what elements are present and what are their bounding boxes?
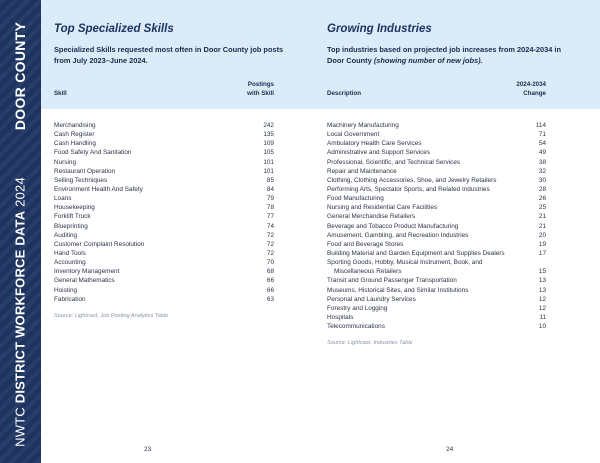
row-label <box>327 240 403 249</box>
row-label-text: Food Manufacturing <box>327 195 384 203</box>
row-value: 114 <box>535 122 546 129</box>
footer-year: 2024 <box>12 177 28 207</box>
row-value: 13 <box>538 286 546 294</box>
row-label-text: Building Material and Garden Equipment and Supplies Dealers <box>327 249 505 257</box>
table-row <box>54 295 274 304</box>
skills-column-header: Skill <box>54 90 67 97</box>
row-label <box>54 240 144 249</box>
table-row <box>327 304 546 313</box>
row-label-text: Forklift Truck <box>54 213 91 221</box>
row-label-text: Auditing <box>54 231 78 239</box>
row-label-text: Beverage and Tobacco Product Manufacturing <box>327 222 459 230</box>
row-value: 105 <box>263 149 274 157</box>
row-label <box>54 231 77 240</box>
row-label-text: Telecommunications <box>327 323 385 331</box>
row-label-text: Food Safety And Sanitation <box>54 149 132 157</box>
footer-prefix: NWTC <box>12 407 28 447</box>
table-row <box>327 148 546 157</box>
row-value: 71 <box>538 131 546 139</box>
table-row <box>54 249 274 258</box>
row-label-text: Food and Beverage Stores <box>327 240 404 248</box>
row-label-text: Cash Register <box>54 131 95 139</box>
industries-title: Growing Industries <box>327 23 432 35</box>
row-label <box>54 258 86 267</box>
row-value: 15 <box>538 268 546 276</box>
table-row <box>54 258 274 267</box>
table-row <box>54 185 274 194</box>
industries-subtitle-main: Top industries based on projected job increases from 2024-2034 in Door County <box>327 45 561 65</box>
publication-footer <box>13 177 28 447</box>
row-label <box>54 185 143 194</box>
row-label <box>54 222 88 231</box>
table-row <box>327 158 546 167</box>
row-value: 77 <box>266 213 274 221</box>
row-label <box>54 267 119 276</box>
row-label-text: Merchandising <box>54 122 96 129</box>
row-value: 12 <box>538 304 546 312</box>
page-number-right: 24 <box>446 446 454 453</box>
row-label <box>327 212 415 221</box>
table-row <box>327 295 546 304</box>
table-row <box>54 158 274 167</box>
row-value: 20 <box>538 231 546 239</box>
row-label-text: Fabrication <box>54 295 86 303</box>
table-row <box>327 322 546 331</box>
row-label-text: Blueprinting <box>54 222 88 230</box>
row-label <box>54 249 86 258</box>
table-row <box>327 231 546 240</box>
row-label-text: Professional, Scientific, and Technical Services <box>327 158 461 166</box>
row-label-text: Machinery Manufacturing <box>327 122 399 129</box>
industries-table <box>327 121 546 346</box>
skills-subtitle: Specialized Skills requested most often in Door County job posts from July 2023–June 2024. <box>54 45 284 65</box>
industries-subtitle <box>327 44 567 66</box>
row-label <box>54 212 91 221</box>
row-label-text: Environment Health And Safety <box>54 185 143 193</box>
row-label-text: Museums, Historical Sites, and Similar Institutions <box>327 286 469 294</box>
row-label <box>54 276 115 285</box>
row-label <box>327 203 437 212</box>
row-label-text: Accounting <box>54 259 86 267</box>
table-row <box>54 222 274 231</box>
row-label <box>327 258 482 276</box>
table-row <box>327 203 546 212</box>
table-row <box>54 167 274 176</box>
row-value: 79 <box>266 195 274 203</box>
row-label <box>327 121 399 130</box>
row-value: 84 <box>266 185 274 193</box>
row-value: 32 <box>538 167 546 175</box>
row-label-text: General Mathematics <box>54 277 115 285</box>
row-value: 66 <box>266 286 274 294</box>
row-label <box>327 304 387 313</box>
change-header-line2: Change <box>523 89 546 97</box>
row-label-text: Hospitals <box>327 313 354 321</box>
row-value: 63 <box>266 295 274 303</box>
table-row <box>54 276 274 285</box>
county-label: DOOR COUNTY <box>12 21 28 131</box>
footer-bold: DISTRICT WORKFORCE DATA <box>12 210 28 404</box>
row-label <box>327 194 384 203</box>
row-label-text: Administrative and Support Services <box>327 149 431 157</box>
table-row <box>54 286 274 295</box>
table-row <box>54 148 274 157</box>
row-label <box>54 167 115 176</box>
row-label <box>327 176 496 185</box>
row-value: 17 <box>538 249 546 257</box>
row-label-text: Customer Complaint Resolution <box>54 240 145 248</box>
industries-column-header: Description <box>327 90 362 97</box>
row-label-text: Sporting Goods, Hobby, Musical Instrument, Book, and <box>327 259 483 267</box>
row-label-text: Local Government <box>327 131 380 139</box>
row-label <box>327 322 385 331</box>
table-row <box>327 121 546 130</box>
row-value: 30 <box>538 176 546 184</box>
row-label-text: General Merchandise Retailers <box>327 213 416 221</box>
row-label-text: Forestry and Logging <box>327 304 388 312</box>
row-label-text: Loans <box>54 195 72 203</box>
row-label-text: Nursing and Residential Care Facilities <box>327 204 438 212</box>
table-row <box>327 212 546 221</box>
table-row <box>327 249 546 258</box>
row-label <box>54 139 96 148</box>
row-value: 19 <box>538 240 546 248</box>
row-value: 11 <box>539 313 546 321</box>
row-label-text: Housekeeping <box>54 204 95 212</box>
row-label <box>54 121 96 130</box>
row-label <box>327 295 416 304</box>
source-note: Source: Lightcast, Industries Table <box>327 340 413 347</box>
row-label <box>54 176 107 185</box>
postings-header-line1: Postings <box>247 81 274 88</box>
row-label <box>327 286 468 295</box>
row-value: 49 <box>538 149 546 157</box>
table-row <box>327 139 546 148</box>
table-row <box>54 121 274 130</box>
postings-header-line2: with Skill <box>247 89 274 97</box>
skills-title: Top Specialized Skills <box>54 23 174 35</box>
source-note: Source: Lightcast, Job Posting Analytics Table <box>54 312 169 319</box>
row-label-text: Hoisting <box>54 286 78 294</box>
table-row <box>327 167 546 176</box>
table-row <box>327 258 546 276</box>
row-label <box>327 167 397 176</box>
row-label <box>327 222 458 231</box>
row-label-text: Ambulatory Health Care Services <box>327 140 422 148</box>
row-label <box>54 158 76 167</box>
row-label <box>327 249 505 258</box>
table-row <box>327 222 546 231</box>
table-row <box>54 231 274 240</box>
row-label-text: Personal and Laundry Services <box>327 295 416 303</box>
change-header-line1: 2024-2034 <box>516 81 546 88</box>
table-row <box>54 130 274 139</box>
row-value: 74 <box>266 222 274 230</box>
row-value: 10 <box>538 323 546 331</box>
row-label-text: Clothing, Clothing Accessories, Shoe, and Jewelry Retailers <box>327 176 497 184</box>
sidebar <box>0 0 41 463</box>
row-value: 72 <box>266 249 274 257</box>
change-column-header <box>516 81 546 98</box>
row-value: 26 <box>538 195 546 203</box>
row-label <box>327 231 468 240</box>
row-value: 72 <box>266 231 274 239</box>
table-row <box>54 240 274 249</box>
row-label-text: Nursing <box>54 158 77 166</box>
row-value: 54 <box>538 140 546 148</box>
row-label-text: Transit and Ground Passenger Transportation <box>327 277 457 285</box>
row-label-text: Hand Tools <box>54 249 86 257</box>
table-row <box>327 185 546 194</box>
table-row <box>54 203 274 212</box>
row-value: 85 <box>266 176 274 184</box>
row-value: 21 <box>538 213 546 221</box>
page-number-left: 23 <box>144 446 152 453</box>
row-label-continuation: Miscellaneous Retailers <box>334 268 402 276</box>
table-row <box>54 176 274 185</box>
row-value: 12 <box>538 295 546 303</box>
row-value: 21 <box>538 222 546 230</box>
row-value: 38 <box>538 158 546 166</box>
row-label-text: Cash Handling <box>54 140 96 148</box>
row-value: 66 <box>266 277 274 285</box>
row-label <box>54 203 95 212</box>
row-label <box>327 158 460 167</box>
table-row <box>327 130 546 139</box>
row-label <box>327 130 379 139</box>
row-label <box>54 130 95 139</box>
row-label <box>327 148 430 157</box>
row-value: 72 <box>266 240 274 248</box>
table-row <box>327 313 546 322</box>
row-value: 101 <box>263 158 274 166</box>
row-label <box>327 185 490 194</box>
row-value: 135 <box>263 131 274 139</box>
row-label <box>54 194 71 203</box>
row-value: 109 <box>263 140 274 148</box>
row-value: 242 <box>263 122 274 129</box>
table-row <box>327 194 546 203</box>
postings-column-header <box>247 81 274 98</box>
table-row <box>327 276 546 285</box>
row-label <box>54 148 131 157</box>
row-label-text: Inventory Management <box>54 268 120 276</box>
row-label <box>327 276 457 285</box>
row-value: 70 <box>266 259 274 267</box>
table-row <box>54 267 274 276</box>
row-label-text: Amusement, Gambling, and Recreation Industries <box>327 231 469 239</box>
row-label <box>327 139 421 148</box>
row-value: 78 <box>266 204 274 212</box>
table-row <box>54 139 274 148</box>
row-label-text: Selling Techniques <box>54 176 108 184</box>
row-value: 101 <box>263 167 274 175</box>
row-value: 68 <box>266 268 274 276</box>
row-label <box>54 286 77 295</box>
table-row <box>54 194 274 203</box>
row-value: 28 <box>538 185 546 193</box>
table-row <box>54 212 274 221</box>
table-row <box>327 240 546 249</box>
row-value: 25 <box>538 204 546 212</box>
row-label-text: Restaurant Operation <box>54 167 116 175</box>
industries-subtitle-italic: (showing number of new jobs). <box>373 56 483 65</box>
table-row <box>327 286 546 295</box>
row-value: 13 <box>538 277 546 285</box>
row-label-text: Repair and Maintenance <box>327 167 397 175</box>
row-label-text: Performing Arts, Spectator Sports, and Related Industries <box>327 185 490 193</box>
table-row <box>327 176 546 185</box>
row-label <box>327 313 353 322</box>
skills-table <box>54 121 274 319</box>
row-label <box>54 295 86 304</box>
